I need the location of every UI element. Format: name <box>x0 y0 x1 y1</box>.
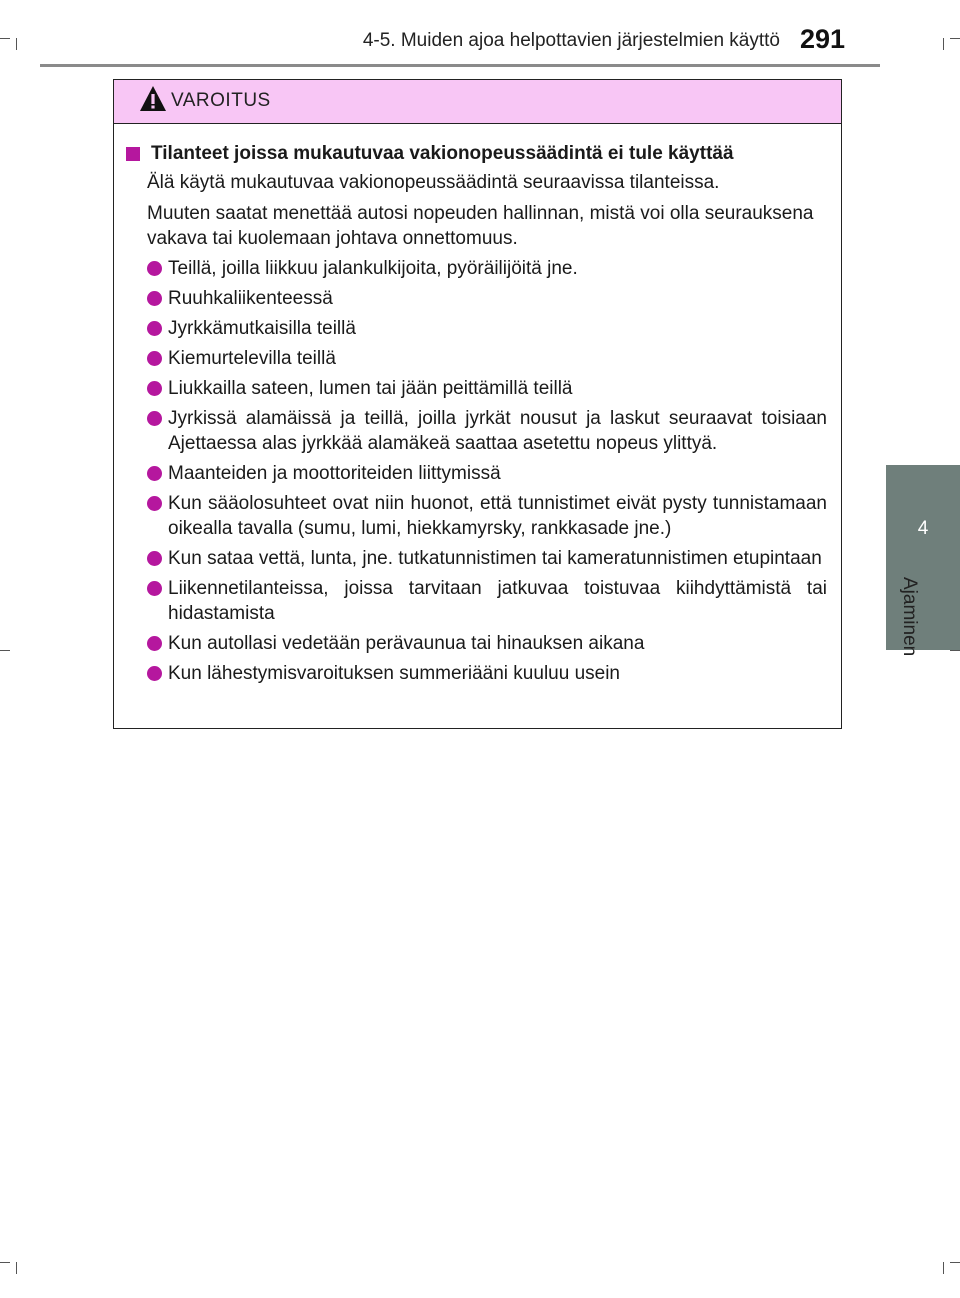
round-bullet-icon <box>147 636 162 651</box>
warning-header <box>114 80 841 124</box>
crop-mark <box>943 38 944 50</box>
crop-mark <box>943 1262 944 1274</box>
crop-mark <box>0 650 10 651</box>
round-bullet-icon <box>147 496 162 511</box>
warning-triangle-icon <box>139 85 167 113</box>
list-item: Kiemurtelevilla teillä <box>147 346 827 371</box>
round-bullet-icon <box>147 466 162 481</box>
round-bullet-icon <box>147 321 162 336</box>
list-item: Jyrkkämutkaisilla teillä <box>147 316 827 341</box>
square-bullet-icon <box>126 147 140 161</box>
running-header: 4-5. Muiden ajoa helpottavien järjestelmien käyttö <box>362 30 780 51</box>
list-item: Kun sataa vettä, lunta, jne. tutkatunnistimen tai kameratunnistimen etupintaan <box>147 546 827 571</box>
round-bullet-icon <box>147 581 162 596</box>
crop-mark <box>950 38 960 39</box>
intro-paragraph: Älä käytä mukautuvaa vakionopeussäädintä seuraavissa tilanteissa. <box>147 172 720 193</box>
round-bullet-icon <box>147 551 162 566</box>
crop-mark <box>950 650 960 651</box>
intro-paragraph: Muuten saatat menettää autosi nopeuden hallinnan, mistä voi olla seurauksena vakava tai kuolemaan johtava onnettomuus. <box>147 203 814 249</box>
warning-body <box>114 124 841 686</box>
crop-mark <box>950 1262 960 1263</box>
header-rule <box>40 64 880 67</box>
round-bullet-icon <box>147 381 162 396</box>
list-item: Kun autollasi vedetään perävaunua tai hinauksen aikana <box>147 631 827 656</box>
list-item: Liikennetilanteissa, joissa tarvitaan jatkuvaa toistuvaa kiihdyttämistä tai hidastamista <box>147 576 827 626</box>
list-item: Ruuhkaliikenteessä <box>147 286 827 311</box>
chapter-number: 4 <box>917 518 929 539</box>
round-bullet-icon <box>147 261 162 276</box>
list-item: Liukkailla sateen, lumen tai jään peittämillä teillä <box>147 376 827 401</box>
section-heading-text: Tilanteet joissa mukautuvaa vakionopeussäädintä ei tule käyttää <box>151 143 734 164</box>
list-item: Teillä, joilla liikkuu jalankulkijoita, pyöräilijöitä jne. <box>147 256 827 281</box>
warning-label: VAROITUS <box>171 90 271 111</box>
page-number: 291 <box>800 24 846 54</box>
section-heading <box>125 141 827 166</box>
round-bullet-icon <box>147 411 162 426</box>
list-item: Kun sääolosuhteet ovat niin huonot, että tunnistimet eivät pysty tunnistamaan oikealla tavalla (sumu, lumi, hiekkamyrsky, rankkasade jne.) <box>147 491 827 541</box>
round-bullet-icon <box>147 291 162 306</box>
list-item: Kun lähestymisvaroituksen summeriääni kuuluu usein <box>147 661 827 686</box>
crop-mark <box>16 1262 17 1274</box>
round-bullet-icon <box>147 351 162 366</box>
warning-list <box>125 256 827 686</box>
warning-box <box>113 79 842 729</box>
chapter-label: Ajaminen <box>899 577 920 657</box>
crop-mark <box>0 1262 10 1263</box>
round-bullet-icon <box>147 666 162 681</box>
list-item: Maanteiden ja moottoriteiden liittymissä <box>147 461 827 486</box>
list-item: Jyrkissä alamäissä ja teillä, joilla jyrkät nousut ja laskut seuraavat toisiaan Ajettaessa alas jyrkkää alamäkeä saattaa asetettu nopeus ylittyä. <box>147 406 827 456</box>
